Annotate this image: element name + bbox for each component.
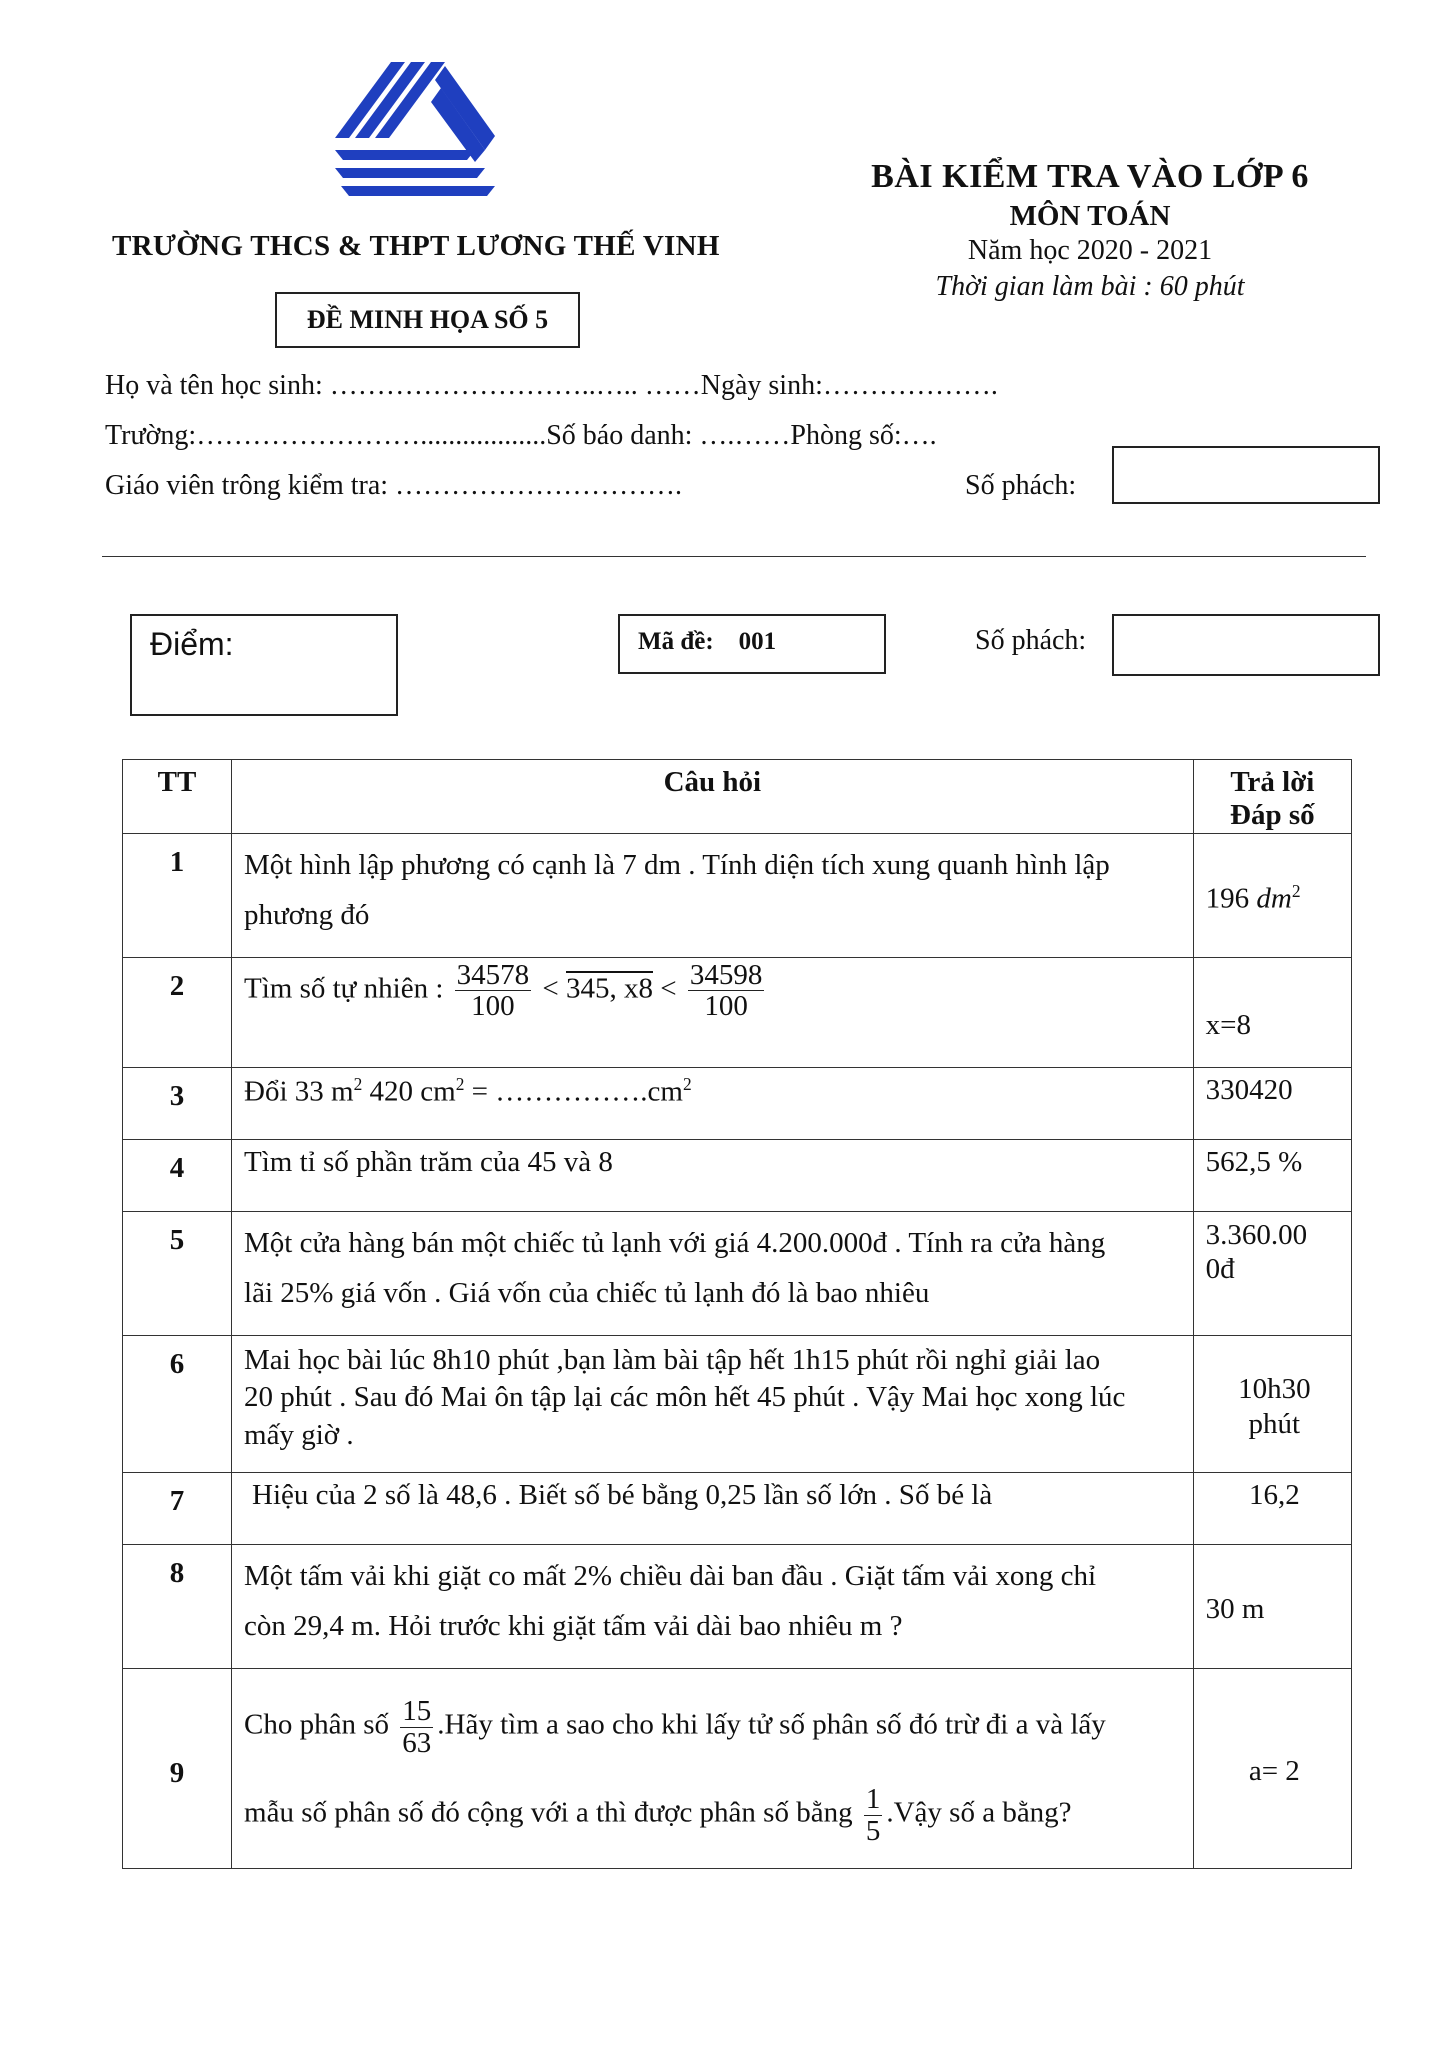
school-name: TRƯỜNG THCS & THPT LƯƠNG THẾ VINH bbox=[112, 230, 720, 262]
exam-duration: Thời gian làm bài : 60 phút bbox=[935, 271, 1245, 302]
question-line bbox=[244, 1696, 1183, 1758]
answer-value: 0đ bbox=[1205, 1253, 1235, 1286]
answer-value: 30 m bbox=[1205, 1592, 1265, 1625]
row-number: 5 bbox=[123, 1211, 232, 1335]
fraction-denominator: 5 bbox=[865, 1814, 881, 1847]
answer-cell bbox=[1193, 1668, 1351, 1868]
table-row bbox=[123, 1472, 1352, 1544]
exam-heading bbox=[840, 158, 1340, 303]
row-number: 2 bbox=[123, 957, 232, 1067]
answer-unit: dm bbox=[1256, 882, 1292, 915]
question-text: Một tấm vải khi giặt co mất 2% chiều dài ban đầu . Giặt tấm vải xong chỉ bbox=[244, 1559, 1097, 1592]
exponent: 2 bbox=[682, 1073, 692, 1094]
answer-value: 196 bbox=[1205, 882, 1250, 915]
question-cell bbox=[232, 1139, 1194, 1211]
school-logo bbox=[335, 62, 495, 197]
fraction-numerator: 15 bbox=[402, 1695, 432, 1728]
table-row bbox=[123, 1335, 1352, 1472]
proctor-line[interactable]: Giáo viên trông kiểm tra: …………………………. bbox=[105, 470, 683, 501]
fraction-numerator: 34598 bbox=[689, 958, 763, 991]
question-text: Cho phân số bbox=[244, 1708, 390, 1741]
answer-value: x=8 bbox=[1205, 1008, 1252, 1041]
answer-cell bbox=[1193, 1139, 1351, 1211]
question-cell bbox=[232, 1335, 1194, 1472]
less-than-sign: < bbox=[660, 972, 677, 1005]
answer-value: phút bbox=[1248, 1407, 1301, 1440]
answer-cell bbox=[1193, 833, 1351, 957]
row-number: 3 bbox=[123, 1067, 232, 1139]
question-line bbox=[244, 1784, 1183, 1846]
question-text: Một hình lập phương có cạnh là 7 dm . Tính diện tích xung quanh hình lập bbox=[244, 848, 1110, 881]
so-phach-label-2: Số phách: bbox=[975, 625, 1087, 656]
row-number: 9 bbox=[123, 1668, 232, 1868]
table-row bbox=[123, 1067, 1352, 1139]
fraction-denominator: 100 bbox=[704, 990, 748, 1023]
answer-cell bbox=[1193, 1067, 1351, 1139]
answer-exponent: 2 bbox=[1291, 880, 1301, 901]
table-row bbox=[123, 957, 1352, 1067]
question-text: Mai học bài lúc 8h10 phút ,bạn làm bài tập hết 1h15 phút rồi nghỉ giải lao bbox=[244, 1343, 1101, 1376]
so-phach-box-2[interactable] bbox=[1112, 614, 1380, 676]
table-row bbox=[123, 1544, 1352, 1668]
student-name-line[interactable]: Họ và tên học sinh: ………………………..….. ……Ngày sinh:………………. bbox=[105, 370, 998, 401]
header-tt: TT bbox=[123, 760, 232, 834]
table-row bbox=[123, 833, 1352, 957]
less-than-sign: < bbox=[542, 972, 559, 1005]
row-number: 8 bbox=[123, 1544, 232, 1668]
answer-cell bbox=[1193, 1472, 1351, 1544]
school-year: Năm học 2020 - 2021 bbox=[967, 235, 1213, 266]
fraction-numerator: 34578 bbox=[456, 958, 530, 991]
fraction-right bbox=[688, 960, 765, 1022]
answer-value: a= 2 bbox=[1248, 1754, 1300, 1787]
answer-cell bbox=[1193, 1211, 1351, 1335]
question-cell bbox=[232, 1067, 1194, 1139]
question-text: lãi 25% giá vốn . Giá vốn của chiếc tủ lạnh đó là bao nhiêu bbox=[244, 1277, 930, 1310]
exam-title: BÀI KIỂM TRA VÀO LỚP 6 bbox=[871, 158, 1309, 195]
so-phach-box-1[interactable] bbox=[1112, 446, 1380, 504]
question-cell bbox=[232, 1211, 1194, 1335]
question-text: = …………….cm bbox=[464, 1075, 683, 1108]
table-row bbox=[123, 1139, 1352, 1211]
answer-value: 10h30 bbox=[1238, 1372, 1311, 1405]
question-cell bbox=[232, 957, 1194, 1067]
overlined-number: 345, x8 bbox=[566, 972, 653, 1005]
exam-subject: MÔN TOÁN bbox=[1009, 200, 1171, 232]
exponent: 2 bbox=[353, 1073, 363, 1094]
header-answer bbox=[1193, 760, 1351, 834]
fraction-numerator: 1 bbox=[865, 1783, 881, 1816]
exam-code-label: Mã đề: bbox=[638, 628, 714, 655]
question-cell bbox=[232, 1544, 1194, 1668]
header-answer-line1: Trả lời bbox=[1230, 766, 1315, 798]
fraction-denominator: 100 bbox=[471, 990, 515, 1023]
answer-value: 330420 bbox=[1205, 1073, 1293, 1106]
question-text: Một cửa hàng bán một chiếc tủ lạnh với giá 4.200.000đ . Tính ra cửa hàng bbox=[244, 1226, 1106, 1259]
answer-value: 562,5 % bbox=[1205, 1145, 1303, 1178]
question-text: 420 cm bbox=[362, 1075, 456, 1108]
question-text: 20 phút . Sau đó Mai ôn tập lại các môn hết 45 phút . Vậy Mai học xong lúc bbox=[244, 1381, 1126, 1414]
row-number: 4 bbox=[123, 1139, 232, 1211]
exponent: 2 bbox=[455, 1073, 465, 1094]
exam-code-value: 001 bbox=[738, 628, 777, 655]
header-question: Câu hỏi bbox=[232, 760, 1194, 834]
fraction bbox=[400, 1696, 433, 1758]
answer-cell bbox=[1193, 1544, 1351, 1668]
fraction-left bbox=[455, 960, 532, 1022]
fraction-denominator: 63 bbox=[402, 1726, 432, 1759]
row-number: 1 bbox=[123, 833, 232, 957]
question-cell bbox=[232, 833, 1194, 957]
row-number: 6 bbox=[123, 1335, 232, 1472]
row-number: 7 bbox=[123, 1472, 232, 1544]
fraction bbox=[864, 1784, 883, 1846]
answer-cell bbox=[1193, 1335, 1351, 1472]
school-id-line[interactable]: Trường:……………………..................Số báo danh: ….……Phòng số:…. bbox=[105, 420, 937, 451]
header-answer-line2: Đáp số bbox=[1230, 799, 1315, 832]
answer-cell bbox=[1193, 957, 1351, 1067]
table-row bbox=[123, 1668, 1352, 1868]
question-cell bbox=[232, 1472, 1194, 1544]
question-cell bbox=[232, 1668, 1194, 1868]
score-label: Điểm: bbox=[150, 626, 234, 662]
question-text: .Hãy tìm a sao cho khi lấy tử số phân số đó trừ đi a và lấy bbox=[437, 1708, 1106, 1741]
table-row bbox=[123, 1211, 1352, 1335]
question-text: Tìm tỉ số phần trăm của 45 và 8 bbox=[244, 1145, 613, 1178]
question-text: phương đó bbox=[244, 899, 370, 932]
question-text: Hiệu của 2 số là 48,6 . Biết số bé bằng 0,25 lần số lớn . Số bé là bbox=[252, 1478, 993, 1511]
question-text: Đổi 33 m bbox=[244, 1075, 354, 1108]
exam-code-box bbox=[618, 614, 886, 674]
sample-exam-label: ĐỀ MINH HỌA SỐ 5 bbox=[275, 292, 580, 348]
score-box[interactable] bbox=[130, 614, 398, 716]
question-text: mẫu số phân số đó cộng với a thì được phân số bằng bbox=[244, 1796, 853, 1829]
question-text: mấy giờ . bbox=[244, 1419, 354, 1452]
answer-value: 3.360.00 bbox=[1205, 1218, 1308, 1251]
divider-line bbox=[102, 556, 1366, 557]
answer-value: 16,2 bbox=[1248, 1478, 1300, 1511]
question-text: .Vậy số a bằng? bbox=[886, 1796, 1072, 1829]
question-table bbox=[122, 759, 1352, 1869]
table-header-row bbox=[123, 760, 1352, 834]
question-text: Tìm số tự nhiên : bbox=[244, 972, 444, 1005]
so-phach-label-1: Số phách: bbox=[965, 470, 1077, 501]
question-text: còn 29,4 m. Hỏi trước khi giặt tấm vải dài bao nhiêu m ? bbox=[244, 1610, 903, 1643]
